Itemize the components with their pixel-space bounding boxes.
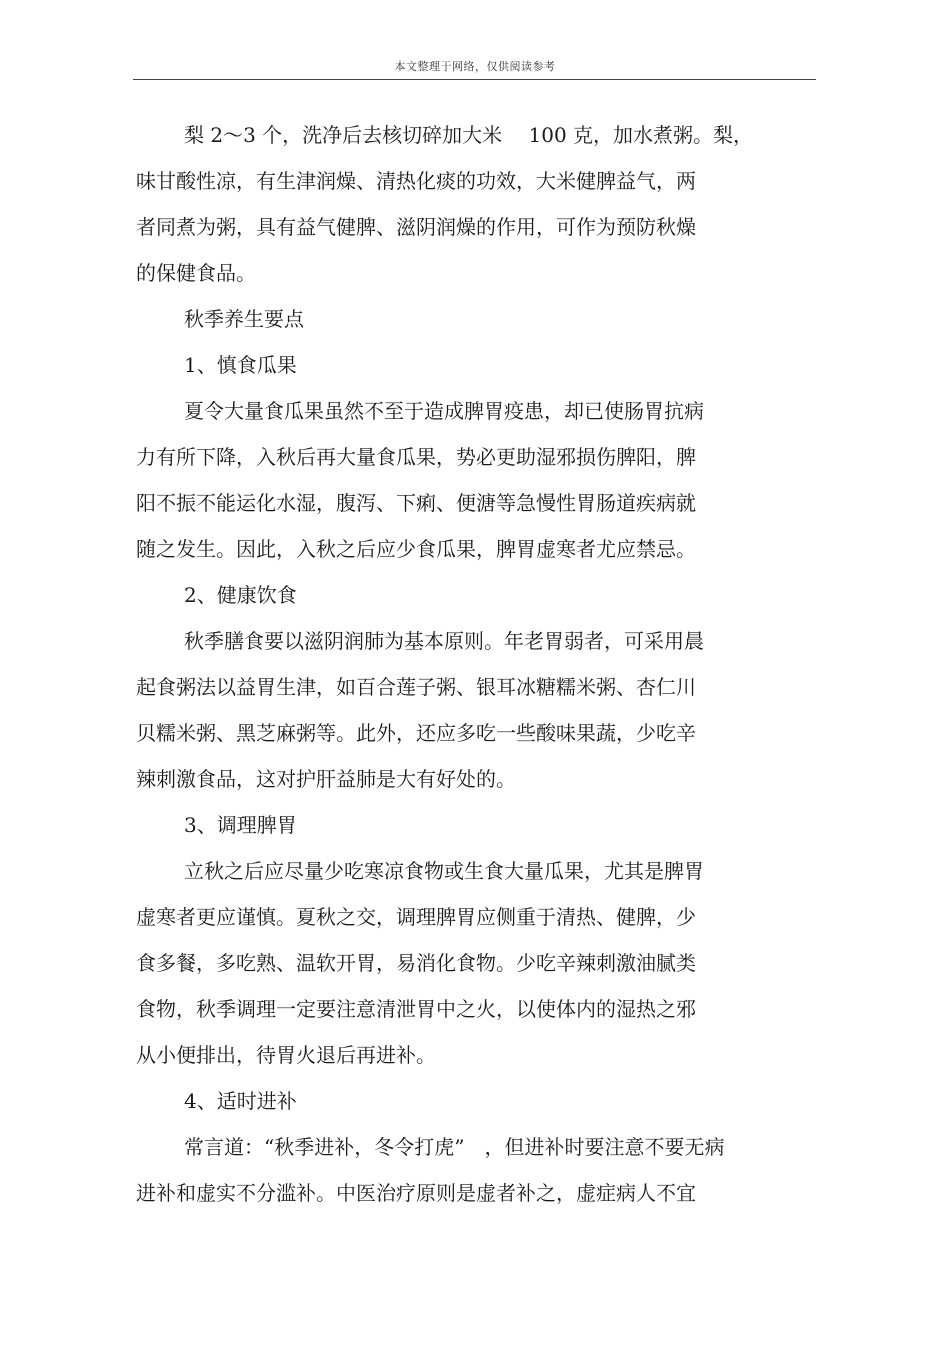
paragraph-line: 常言道：“秋季进补，冬令打虎” ，但进补时要注意不要无病 bbox=[184, 1135, 725, 1159]
paragraph-line: 贝糯米粥、黑芝麻粥等。此外，还应多吃一些酸味果蔬，少吃辛 bbox=[136, 721, 696, 745]
header-divider bbox=[133, 79, 816, 80]
document-body bbox=[136, 112, 816, 1216]
subsection-heading: 1、慎食瓜果 bbox=[184, 353, 297, 377]
paragraph-line: 秋季膳食要以滋阴润肺为基本原则。年老胃弱者，可采用晨 bbox=[184, 629, 704, 653]
subsection-heading: 2、健康饮食 bbox=[184, 583, 297, 607]
paragraph-line: 立秋之后应尽量少吃寒凉食物或生食大量瓜果，尤其是脾胃 bbox=[184, 859, 704, 883]
paragraph-line: 虚寒者更应谨慎。夏秋之交，调理脾胃应侧重于清热、健脾，少 bbox=[136, 905, 696, 929]
paragraph-line: 的保健食品。 bbox=[136, 261, 256, 285]
paragraph-line: 味甘酸性凉，有生津润燥、清热化痰的功效，大米健脾益气，两 bbox=[136, 169, 696, 193]
paragraph-line: 辣刺激食品，这对护肝益肺是大有好处的。 bbox=[136, 767, 516, 791]
paragraph-line: 食物，秋季调理一定要注意清泄胃中之火，以使体内的湿热之邪 bbox=[136, 997, 696, 1021]
paragraph-line: 随之发生。因此，入秋之后应少食瓜果，脾胃虚寒者尤应禁忌。 bbox=[136, 537, 696, 561]
paragraph-line: 进补和虚实不分滥补。中医治疗原则是虚者补之，虚症病人不宜 bbox=[136, 1181, 696, 1205]
section-heading: 秋季养生要点 bbox=[184, 307, 304, 331]
paragraph-line: 力有所下降，入秋后再大量食瓜果，势必更助湿邪损伤脾阳，脾 bbox=[136, 445, 696, 469]
paragraph-line: 起食粥法以益胃生津，如百合莲子粥、银耳冰糖糯米粥、杏仁川 bbox=[136, 675, 696, 699]
page-header-note: 本文整理于网络，仅供阅读参考 bbox=[394, 60, 556, 73]
paragraph-line: 阳不振不能运化水湿，腹泻、下痢、便溏等急慢性胃肠道疾病就 bbox=[136, 491, 696, 515]
subsection-heading: 4、适时进补 bbox=[184, 1089, 297, 1113]
paragraph-line: 者同煮为粥，具有益气健脾、滋阴润燥的作用，可作为预防秋燥 bbox=[136, 215, 696, 239]
paragraph-line: 食多餐，多吃熟、温软开胃，易消化食物。少吃辛辣刺激油腻类 bbox=[136, 951, 696, 975]
paragraph-line: 从小便排出，待胃火退后再进补。 bbox=[136, 1043, 436, 1067]
subsection-heading: 3、调理脾胃 bbox=[184, 813, 297, 837]
paragraph-line: 夏令大量食瓜果虽然不至于造成脾胃疫患，却已使肠胃抗病 bbox=[184, 399, 704, 423]
paragraph-line: 梨 2～3 个，洗净后去核切碎加大米 100 克，加水煮粥。梨， bbox=[184, 123, 754, 147]
